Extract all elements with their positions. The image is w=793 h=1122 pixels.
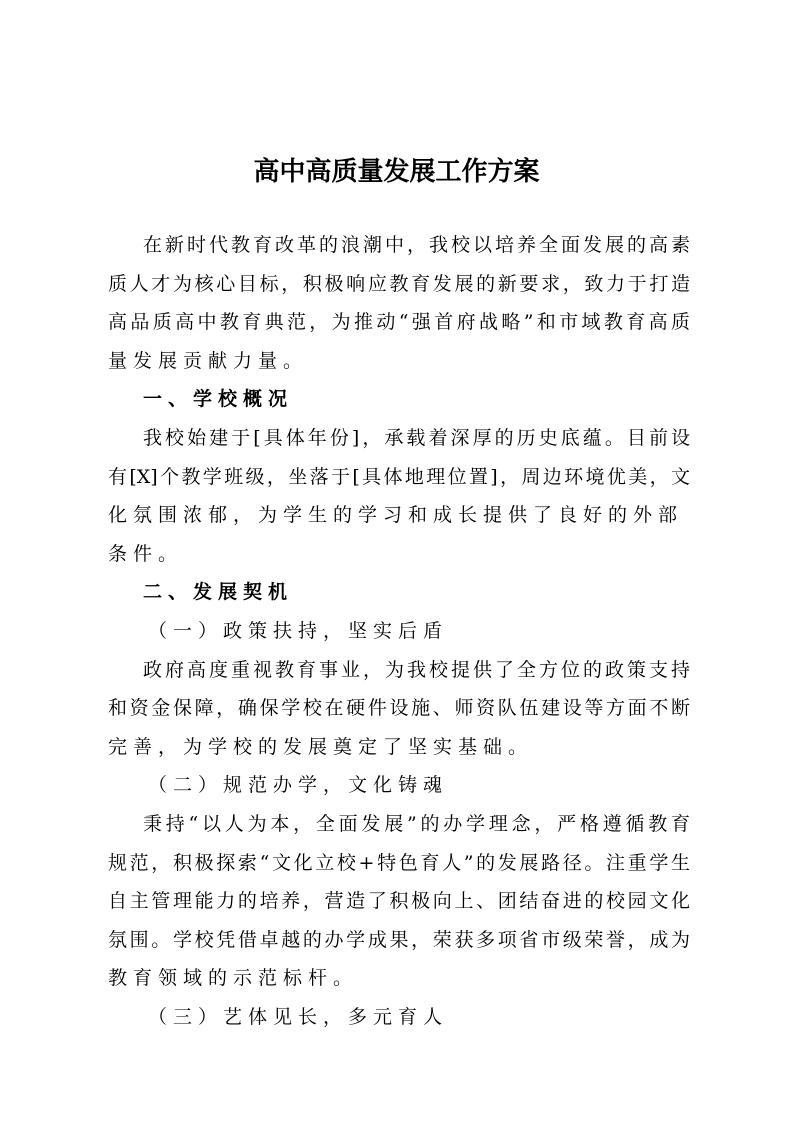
paragraph-line: 和资金保障，确保学校在硬件设施、师资队伍建设等方面不断	[108, 697, 690, 720]
subsection-heading: （一）政策扶持，坚实后盾	[148, 619, 449, 642]
subsection-heading: （三）艺体见长，多元育人	[148, 1005, 449, 1028]
paragraph-line: 在新时代教育改革的浪潮中，我校以培养全面发展的高素	[143, 234, 690, 256]
section-heading: 二、发展契机	[143, 581, 294, 604]
paragraph-line: 质人才为核心目标，积极响应教育发展的新要求，致力于打造	[108, 272, 690, 295]
paragraph-line: 我校始建于[具体年份]，承载着深厚的历史底蕴。目前设	[143, 426, 690, 449]
paragraph-line: 有[X]个教学班级，坐落于[具体地理位置]，周边环境优美，文	[108, 465, 690, 488]
paragraph-line: 量发展贡献力量。	[108, 349, 309, 372]
subsection-heading: （二）规范办学，文化铸魂	[148, 774, 449, 797]
paragraph-line: 秉持“以人为本，全面发展”的办学理念，严格遵循教育	[143, 812, 690, 835]
document-body	[108, 226, 690, 1036]
paragraph-line: 高品质高中教育典范，为推动“强首府战略”和市域教育高质	[108, 311, 690, 334]
paragraph-line: 自主管理能力的培养，营造了积极向上、团结奋进的校园文化	[108, 890, 690, 913]
section-heading: 一、学校概况	[143, 388, 294, 411]
paragraph-line: 政府高度重视教育事业，为我校提供了全方位的政策支持	[143, 658, 690, 681]
paragraph-line: 规范，积极探索“文化立校+特色育人”的发展路径。注重学生	[108, 851, 690, 874]
paragraph-line: 氛围。学校凭借卓越的办学成果，荣获多项省市级荣誉，成为	[108, 928, 690, 951]
paragraph-line: 化氛围浓郁，为学生的学习和成长提供了良好的外部条件。	[108, 504, 684, 565]
paragraph-line: 教育领域的示范标杆。	[108, 967, 359, 990]
paragraph-line: 完善，为学校的发展奠定了坚实基础。	[108, 735, 534, 758]
document-title: 高中高质量发展工作方案	[253, 157, 540, 187]
